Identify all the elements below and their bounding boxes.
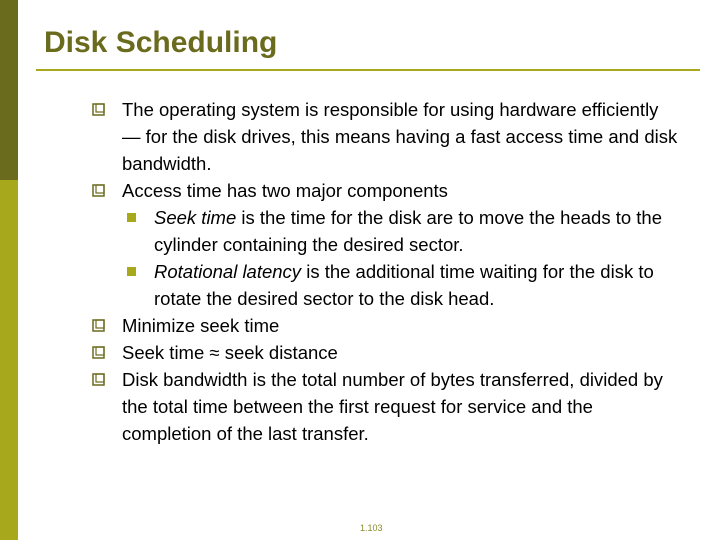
sub-bullet-item	[0, 258, 720, 312]
bullet-item	[0, 177, 720, 204]
filled-square-bullet-icon	[127, 213, 136, 222]
bullet-item	[0, 96, 720, 177]
hollow-square-bullet-icon	[92, 184, 105, 197]
bullet-term: Seek time	[154, 207, 237, 228]
page-number: 1.103	[360, 523, 383, 533]
bullet-list	[0, 96, 720, 447]
bullet-text: Disk bandwidth is the total number of bytes transferred, divided by the total time between the first request for service and the completion of the last transfer.	[122, 369, 663, 444]
bullet-text: Minimize seek time	[122, 315, 280, 336]
slide-title: Disk Scheduling	[44, 26, 278, 59]
bullet-text: is the additional time waiting for the disk to rotate the desired sector to the disk head.	[154, 261, 654, 309]
bullet-term: Rotational latency	[154, 261, 302, 282]
hollow-square-bullet-icon	[92, 103, 105, 116]
bullet-text: Access time has two major components	[122, 180, 448, 201]
hollow-square-bullet-icon	[92, 346, 105, 359]
bullet-item	[0, 312, 720, 339]
sub-bullet-item	[0, 204, 720, 258]
title-underline	[36, 69, 700, 71]
bullet-text: The operating system is responsible for using hardware efficiently — for the disk drives, this means having a fast access time and disk bandwidth.	[122, 99, 678, 174]
bullet-item	[0, 366, 720, 447]
hollow-square-bullet-icon	[92, 319, 105, 332]
hollow-square-bullet-icon	[92, 373, 105, 386]
bullet-text: Seek time ≈ seek distance	[122, 342, 338, 363]
filled-square-bullet-icon	[127, 267, 136, 276]
bullet-item	[0, 339, 720, 366]
bullet-text: is the time for the disk are to move the heads to the cylinder containing the desired sector.	[154, 207, 662, 255]
